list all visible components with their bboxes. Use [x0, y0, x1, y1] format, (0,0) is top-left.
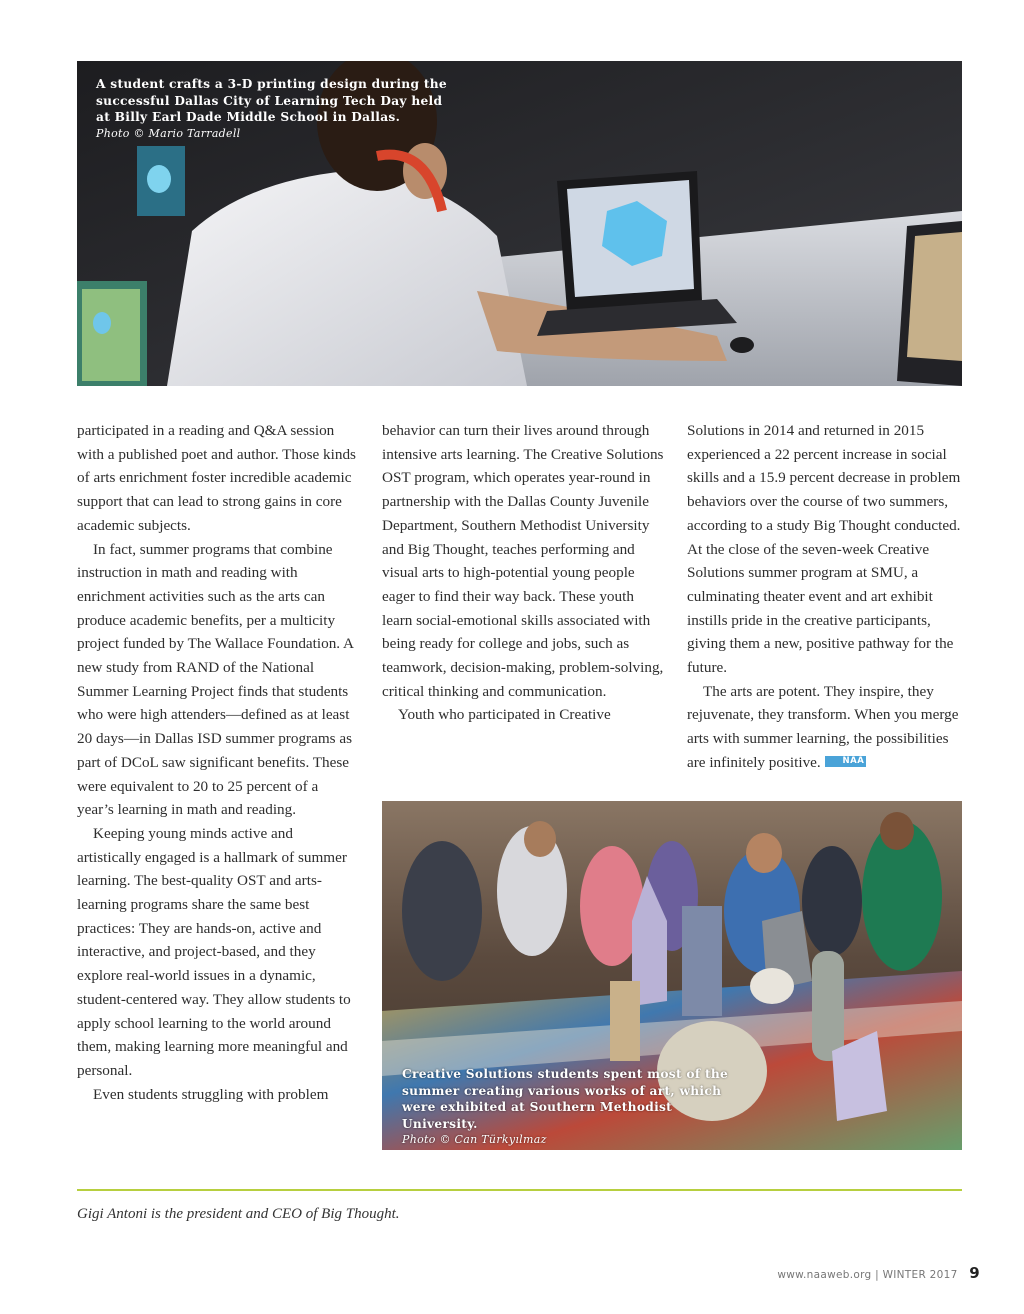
- paragraph-text: The arts are potent. They inspire, they rejuvenate, they transform. When you merge arts with summer learning, the possibilities are infinitely positive.: [687, 682, 959, 771]
- top-caption-credit: Photo © Mario Tarradell: [96, 126, 241, 140]
- bottom-caption-text: Creative Solutions students spent most of the summer creating various works of art, which were exhibited at Southern Methodist University.: [402, 1067, 729, 1131]
- page-footer: [777, 1264, 980, 1282]
- paragraph: Youth who participated in Creative: [398, 706, 611, 724]
- paragraph: In fact, summer programs that combine instruction in math and reading with enrichment activities such as the arts can produce academic benefits, per a multicity project funded by The Wallace Foundation. A new study from RAND of the National Summer Learning Project finds that students who were high attenders—defined as at least 20 days—in Dallas ISD summer programs as part of DCoL saw significant benefits. These were equivalent to 20 to 25 percent of a year’s learning in math and reading.: [77, 540, 354, 819]
- article-column-3: [687, 419, 965, 775]
- top-photo-caption: [96, 76, 456, 142]
- article-column-1: [77, 419, 357, 1106]
- article-column-2: [382, 419, 664, 727]
- footer-divider: [77, 1189, 962, 1191]
- paragraph: behavior can turn their lives around through intensive arts learning. The Creative Solutions OST program, which operates year-round in partnership with the Dallas County Juvenile Department, Southern Methodist University and Big Thought, teaches performing and visual arts to high-potential young people eager to find their way back. These youth learn social-emotional skills associated with being ready for college and jobs, such as teamwork, decision-making, problem-solving, critical thinking and communication.: [382, 422, 664, 700]
- paragraph: Keeping young minds active and artistically engaged is a hallmark of summer learning. The best-quality OST and arts-learning programs share the same best practices: They are hands-on, active and interactive, and project-based, and they explore real-world issues in a dynamic, student-centered way. They allow students to apply school learning to the world around them, making learning more meaningful and personal.: [77, 824, 351, 1079]
- paragraph: Solutions in 2014 and returned in 2015 experienced a 22 percent increase in social skills and a 15.9 percent decrease in problem behaviors over the course of two summers, according to a study Big Thought conducted. At the close of the seven-week Creative Solutions summer program at SMU, a culminating theater event and art exhibit instills pride in the creative participants, giving them a new, positive pathway for the future.: [687, 422, 961, 677]
- footer-site-issue: www.naaweb.org | WINTER 2017: [777, 1269, 958, 1281]
- bottom-photo-caption: [402, 1066, 747, 1149]
- bottom-caption-credit: Photo © Can Türkyılmaz: [402, 1133, 547, 1146]
- top-caption-text: A student crafts a 3-D printing design during the successful Dallas City of Learning Tech Day held at Billy Earl Dade Middle School in Dallas.: [96, 77, 447, 124]
- paragraph: [687, 680, 965, 775]
- author-bio: Gigi Antoni is the president and CEO of Big Thought.: [77, 1206, 400, 1222]
- paragraph: Even students struggling with problem: [93, 1085, 329, 1103]
- naa-end-badge: NAA: [825, 756, 867, 767]
- page-number: 9: [969, 1264, 980, 1282]
- paragraph: participated in a reading and Q&A session with a published poet and author. Those kinds of arts enrichment foster incredible academic support that can lead to strong gains in core academic subjects.: [77, 422, 356, 534]
